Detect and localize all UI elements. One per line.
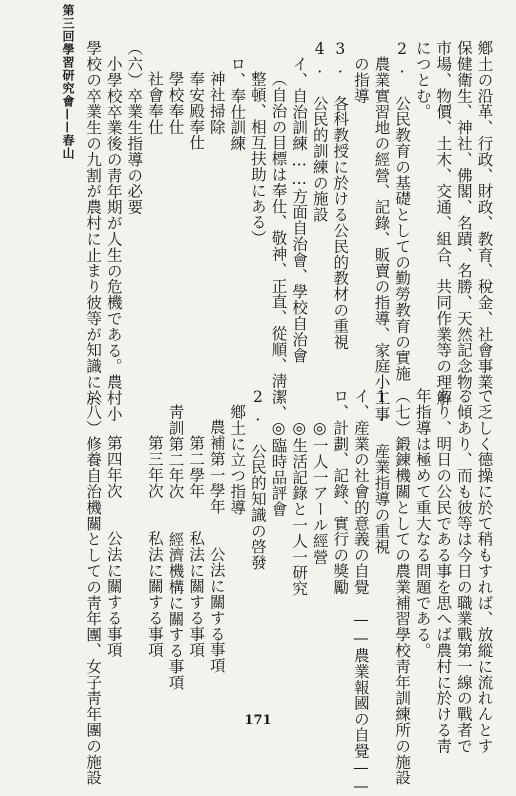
text-column: 社會奉仕 [145, 71, 164, 135]
text-column: （六）卒業生指導の必要 [125, 40, 144, 215]
text-column: （八）修養自治機關としての靑年團、女子靑年團の施設 [84, 388, 103, 786]
text-column: （自治の目標は奉仕、敬神、正直、從順、淸潔、 [269, 71, 288, 421]
text-column: 第四年次 公法に關する事項 [104, 434, 123, 658]
text-column: 農業實習地の經營、記錄、販賣の指導、家庭小工事 [372, 55, 391, 422]
text-column: 奉安殿奉仕 [187, 71, 206, 151]
text-column: 學校の卒業生の九割が農村に止まり彼等が知識に於 [84, 40, 103, 406]
running-header: 第三回學習研究會——春山 [61, 4, 75, 160]
page-number: 171 [244, 713, 272, 728]
text-column: る傾あり、而も彼等は今日の職業戰第一線の戰者で [454, 388, 473, 754]
text-column: ◎一人一アール經營 [310, 419, 329, 565]
text-column: ロ、奉仕訓練 [228, 55, 247, 151]
text-column: の指導 [351, 55, 370, 104]
text-column: あり、明日の公民である事を思へば農村に於ける靑 [434, 388, 453, 754]
text-column: イ、産業の社會的意義の自覺 ——農業報國の自覺—— [351, 388, 370, 796]
text-column: 3. 各科教授に於ける公民的教材の重視 [331, 40, 350, 350]
text-column: 年指導は極めて重大なる問題である。 [413, 388, 432, 659]
text-column: 市場、物價、土木、交通、組合、共同作業等の理解 [434, 40, 453, 406]
text-column: 鄕土の沿革、行政、財政、教育、稅金、社會事業、 [475, 40, 494, 406]
text-column: 靑訓第二年次 經濟機構に關する事項 [166, 403, 185, 690]
text-column: につとむ。 [413, 40, 432, 120]
text-column: て乏しく德操に於て稍もすれば、放縱に流れんとす [475, 388, 494, 754]
text-column: ◎生活記錄と一人一研究 [290, 419, 309, 597]
text-column: 1. 産業指導の重視 [372, 388, 391, 555]
text-column: （七）鍛錬機關としての農業補習學校靑年訓練所の施設 [393, 388, 412, 786]
text-column: イ、自治訓練……方面自治會、學校自治會 [290, 55, 309, 363]
text-column: ◎臨時品評會 [269, 419, 288, 517]
text-column: 第三年次 私法に關する事項 [145, 434, 164, 658]
text-column: 神社掃除 [207, 71, 226, 135]
text-column: 4. 公民的訓練の施設 [310, 40, 329, 223]
text-column: 2. 公民的知識の啓發 [248, 388, 267, 571]
text-column: 學校奉仕 [166, 71, 185, 135]
text-column: 2. 公民教育の基礎としての勤勞教育の實施 [393, 40, 412, 382]
text-column: ロ、計劃、記錄、實行の獎勵 [331, 388, 350, 595]
text-column: 第二學年 私法に關する事項 [187, 434, 206, 658]
text-column: 鄕土に立つ指導 [228, 403, 247, 515]
text-column: 農補第一學年 公法に關する事項 [207, 419, 226, 674]
text-column: 小學校卒業後の靑年期が人生の危機である。農村小 [104, 55, 123, 422]
text-column: 整頓、相互扶助にある） [248, 71, 267, 246]
text-column: 保健衛生、神社、佛閣、名蹟、名勝、天然記念物、 [454, 40, 473, 406]
